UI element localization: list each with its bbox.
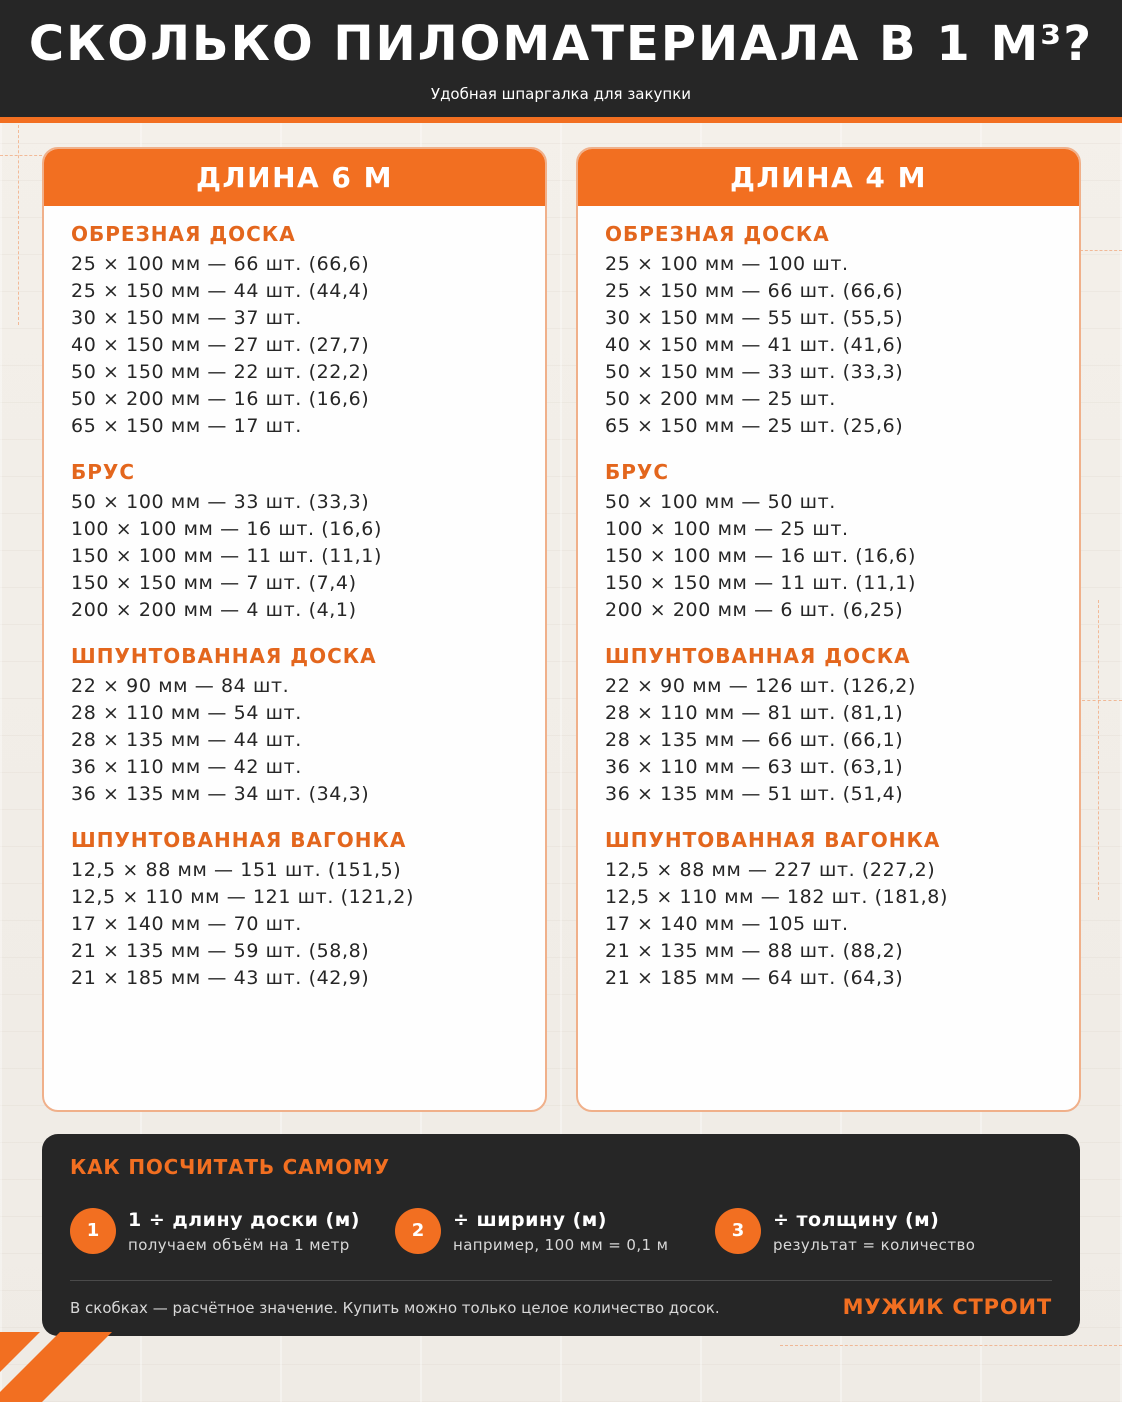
- lumber-row: 17 × 140 мм — 105 шт.: [605, 913, 849, 935]
- length-6m-card: [42, 147, 547, 1112]
- lumber-row: 40 × 150 мм — 27 шт. (27,7): [71, 334, 370, 356]
- lumber-row: 200 × 200 мм — 6 шт. (6,25): [605, 599, 904, 621]
- lumber-row: 28 × 135 мм — 66 шт. (66,1): [605, 729, 904, 751]
- lumber-row: 36 × 110 мм — 42 шт.: [71, 756, 302, 778]
- lumber-row: 50 × 150 мм — 22 шт. (22,2): [71, 361, 370, 383]
- lumber-row: 28 × 110 мм — 54 шт.: [71, 702, 302, 724]
- calc-step-3: [715, 1206, 1035, 1256]
- length-4m-card: [576, 147, 1081, 1112]
- decorative-dashed-line: [780, 1345, 1122, 1346]
- lumber-section: [71, 642, 545, 808]
- lumber-row: 12,5 × 88 мм — 151 шт. (151,5): [71, 859, 402, 881]
- lumber-row: 25 × 150 мм — 44 шт. (44,4): [71, 280, 370, 302]
- lumber-row: 50 × 100 мм — 50 шт.: [605, 491, 836, 513]
- lumber-row: 150 × 100 мм — 11 шт. (11,1): [71, 545, 382, 567]
- step-formula: ÷ толщину (м): [773, 1209, 940, 1231]
- lumber-row: 12,5 × 110 мм — 121 шт. (121,2): [71, 886, 415, 908]
- lumber-row: 150 × 100 мм — 16 шт. (16,6): [605, 545, 916, 567]
- lumber-row: 150 × 150 мм — 11 шт. (11,1): [605, 572, 916, 594]
- lumber-row: 22 × 90 мм — 84 шт.: [71, 675, 290, 697]
- step-formula: 1 ÷ длину доски (м): [128, 1209, 360, 1231]
- decorative-dashed-line: [18, 125, 19, 325]
- lumber-section: [71, 458, 545, 624]
- lumber-row: 36 × 135 мм — 51 шт. (51,4): [605, 783, 904, 805]
- section-title: БРУС: [71, 460, 135, 484]
- card-title: ДЛИНА 4 М: [578, 149, 1079, 206]
- section-title: ШПУНТОВАННАЯ ВАГОНКА: [605, 828, 941, 852]
- step-number-badge: 3: [715, 1208, 761, 1254]
- lumber-row: 200 × 200 мм — 4 шт. (4,1): [71, 599, 357, 621]
- lumber-row: 17 × 140 мм — 70 шт.: [71, 913, 302, 935]
- lumber-row: 50 × 100 мм — 33 шт. (33,3): [71, 491, 370, 513]
- section-title: БРУС: [605, 460, 669, 484]
- calc-step-1: [70, 1206, 370, 1256]
- lumber-row: 28 × 135 мм — 44 шт.: [71, 729, 302, 751]
- lumber-section: [605, 642, 1079, 808]
- lumber-row: 36 × 135 мм — 34 шт. (34,3): [71, 783, 370, 805]
- lumber-row: 40 × 150 мм — 41 шт. (41,6): [605, 334, 904, 356]
- lumber-row: 100 × 100 мм — 25 шт.: [605, 518, 849, 540]
- lumber-row: 21 × 185 мм — 43 шт. (42,9): [71, 967, 370, 989]
- lumber-row: 25 × 100 мм — 100 шт.: [605, 253, 849, 275]
- lumber-row: 21 × 135 мм — 59 шт. (58,8): [71, 940, 370, 962]
- lumber-section: [71, 220, 545, 440]
- lumber-section: [605, 826, 1079, 992]
- lumber-row: 28 × 110 мм — 81 шт. (81,1): [605, 702, 904, 724]
- lumber-row: 50 × 200 мм — 25 шт.: [605, 388, 836, 410]
- lumber-row: 25 × 100 мм — 66 шт. (66,6): [71, 253, 370, 275]
- decorative-dashed-line: [1080, 250, 1122, 251]
- divider: [70, 1280, 1052, 1281]
- header-accent-stripe: [0, 117, 1122, 123]
- brand-logo-text: МУЖИК СТРОИТ: [842, 1295, 1052, 1319]
- lumber-row: 30 × 150 мм — 55 шт. (55,5): [605, 307, 904, 329]
- step-formula: ÷ ширину (м): [453, 1209, 607, 1231]
- header-bar: [0, 0, 1122, 117]
- card-body: [578, 206, 1079, 992]
- section-title: ОБРЕЗНАЯ ДОСКА: [71, 222, 296, 246]
- page-title: СКОЛЬКО ПИЛОМАТЕРИАЛА В 1 М³?: [28, 16, 1094, 72]
- lumber-row: 21 × 135 мм — 88 шт. (88,2): [605, 940, 904, 962]
- lumber-row: 22 × 90 мм — 126 шт. (126,2): [605, 675, 916, 697]
- corner-stripes-decoration: [0, 1332, 130, 1402]
- decorative-dashed-line: [1098, 600, 1099, 900]
- page-subtitle: Удобная шпаргалка для закупки: [430, 85, 692, 103]
- lumber-row: 50 × 200 мм — 16 шт. (16,6): [71, 388, 370, 410]
- lumber-row: 12,5 × 88 мм — 227 шт. (227,2): [605, 859, 936, 881]
- footnote: В скобках — расчётное значение. Купить можно только целое количество досок.: [70, 1299, 720, 1317]
- card-title: ДЛИНА 6 М: [44, 149, 545, 206]
- section-title: ОБРЕЗНАЯ ДОСКА: [605, 222, 830, 246]
- step-description: например, 100 мм = 0,1 м: [453, 1236, 669, 1254]
- lumber-row: 30 × 150 мм — 37 шт.: [71, 307, 302, 329]
- lumber-row: 36 × 110 мм — 63 шт. (63,1): [605, 756, 904, 778]
- step-description: получаем объём на 1 метр: [128, 1236, 350, 1254]
- lumber-section: [71, 826, 545, 992]
- calculation-panel: [42, 1134, 1080, 1336]
- step-description: результат = количество: [773, 1236, 976, 1254]
- calc-title: КАК ПОСЧИТАТЬ САМОМУ: [70, 1155, 390, 1179]
- lumber-row: 25 × 150 мм — 66 шт. (66,6): [605, 280, 904, 302]
- lumber-row: 21 × 185 мм — 64 шт. (64,3): [605, 967, 904, 989]
- decorative-dashed-line: [1082, 700, 1122, 701]
- lumber-section: [605, 220, 1079, 440]
- decorative-dashed-line: [0, 155, 42, 156]
- step-number-badge: 1: [70, 1208, 116, 1254]
- card-body: [44, 206, 545, 992]
- lumber-section: [605, 458, 1079, 624]
- lumber-row: 65 × 150 мм — 17 шт.: [71, 415, 302, 437]
- calc-step-2: [395, 1206, 695, 1256]
- section-title: ШПУНТОВАННАЯ ДОСКА: [605, 644, 911, 668]
- lumber-row: 150 × 150 мм — 7 шт. (7,4): [71, 572, 357, 594]
- lumber-row: 100 × 100 мм — 16 шт. (16,6): [71, 518, 382, 540]
- section-title: ШПУНТОВАННАЯ ВАГОНКА: [71, 828, 407, 852]
- lumber-row: 65 × 150 мм — 25 шт. (25,6): [605, 415, 904, 437]
- lumber-row: 12,5 × 110 мм — 182 шт. (181,8): [605, 886, 949, 908]
- step-number-badge: 2: [395, 1208, 441, 1254]
- section-title: ШПУНТОВАННАЯ ДОСКА: [71, 644, 377, 668]
- lumber-row: 50 × 150 мм — 33 шт. (33,3): [605, 361, 904, 383]
